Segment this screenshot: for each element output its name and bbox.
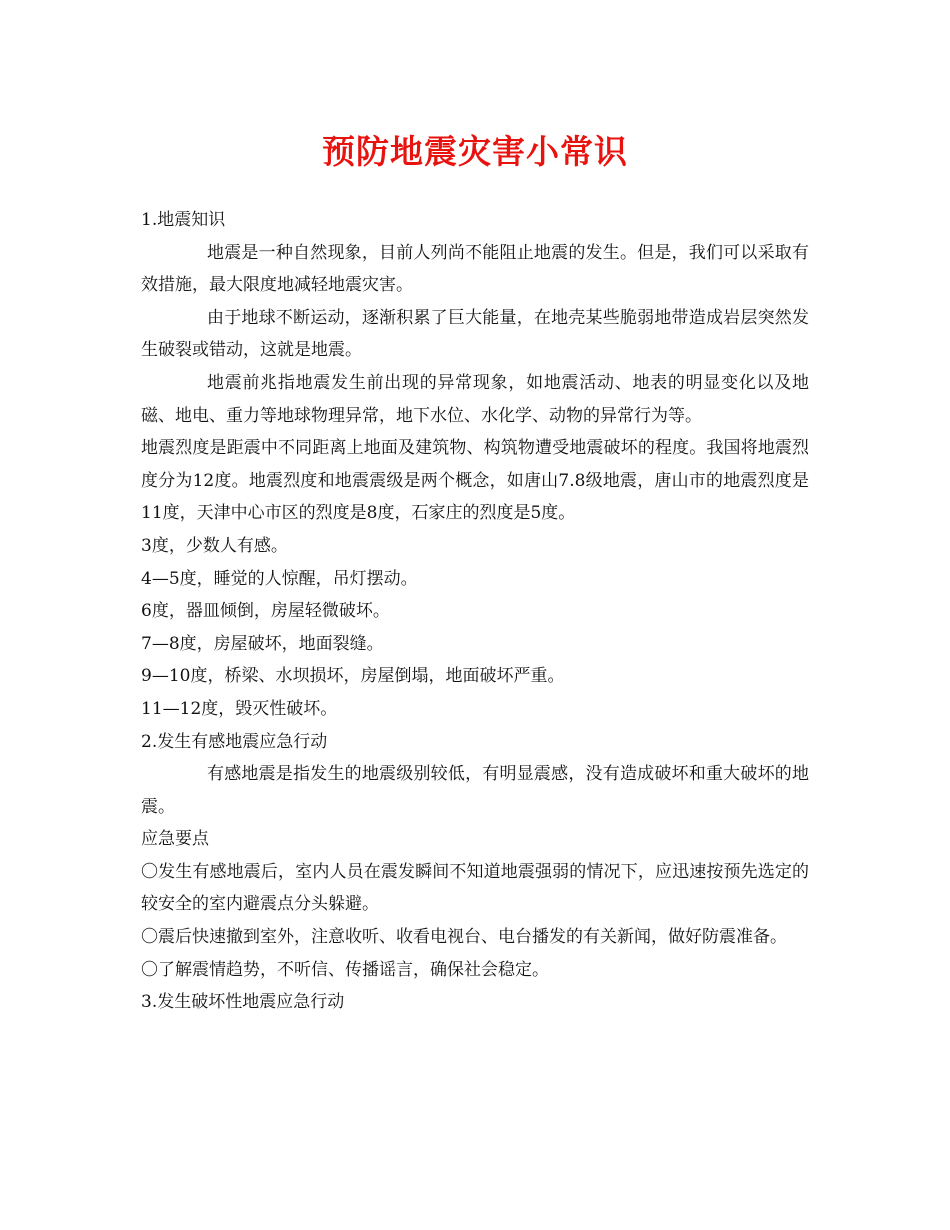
paragraph: 地震烈度是距震中不同距离上地面及建筑物、构筑物遭受地震破坏的程度。我国将地震烈度分为12度。地震烈度和地震震级是两个概念，如唐山7.8级地震，唐山市的地震烈度是11度，天津中心市区的烈度是8度，石家庄的烈度是5度。 [141,438,809,524]
bullet-item: 〇震后快速撤到室外，注意收听、收看电视台、电台播发的有关新闻，做好防震准备。 [141,927,787,948]
list-item: 7—8度，房屋破坏，地面裂缝。 [141,633,384,654]
subheading: 应急要点 [141,829,209,850]
list-item: 11—12度，毁灭性破坏。 [141,698,338,719]
paragraph: 有感地震是指发生的地震级别较低，有明显震感，没有造成破坏和重大破坏的地震。 [141,764,809,817]
document-body [141,204,809,1019]
list-item: 3度，少数人有感。 [141,535,288,556]
bullet-item: 〇发生有感地震后，室内人员在震发瞬间不知道地震强弱的情况下，应迅速按预先选定的较安全的室内避震点分头躲避。 [141,861,809,915]
bullet-item: 〇了解震情趋势，不听信、传播谣言，确保社会稳定。 [141,959,549,980]
paragraph: 地震是一种自然现象，目前人列尚不能阻止地震的发生。但是，我们可以采取有效措施，最大限度地减轻地震灾害。 [141,242,809,296]
heading-3: 3.发生破坏性地震应急行动 [141,992,345,1013]
heading-1: 1.地震知识 [141,210,226,230]
list-item: 6度，器皿倾倒，房屋轻微破坏。 [141,601,390,622]
paragraph: 地震前兆指地震发生前出现的异常现象，如地震活动、地表的明显变化以及地磁、地电、重力等地球物理异常，地下水位、水化学、动物的异常行为等。 [141,372,809,426]
list-item: 9—10度，桥梁、水坝损坏，房屋倒塌，地面破坏严重。 [141,666,565,687]
paragraph: 由于地球不断运动，逐渐积累了巨大能量，在地壳某些脆弱地带造成岩层突然发生破裂或错动，这就是地震。 [141,307,809,361]
heading-2: 2.发生有感地震应急行动 [141,731,328,752]
document-title: 预防地震灾害小常识 [322,132,628,171]
list-item: 4—5度，睡觉的人惊醒，吊灯摆动。 [141,568,418,589]
